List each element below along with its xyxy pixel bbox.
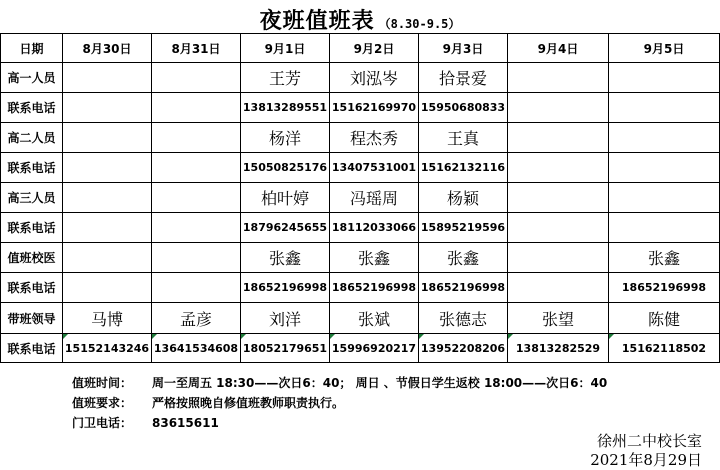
person-cell: 张鑫	[419, 243, 508, 273]
table-row	[1, 273, 720, 303]
table-row	[1, 63, 720, 93]
phone-cell: 13641534608	[152, 334, 241, 363]
row-label: 联系电话	[1, 273, 63, 303]
row-label: 联系电话	[1, 153, 63, 183]
person-cell	[63, 63, 152, 93]
phone-cell: 15162132116	[419, 153, 508, 183]
table-row	[1, 213, 720, 243]
person-cell	[508, 63, 609, 93]
phone-cell	[152, 153, 241, 183]
header-cell: 9月4日	[508, 34, 609, 63]
phone-cell: 18652196998	[241, 273, 330, 303]
person-cell: 程杰秀	[330, 123, 419, 153]
table-row	[1, 243, 720, 273]
person-cell	[508, 243, 609, 273]
duty-time-label: 值班时间：	[72, 376, 133, 390]
table-row	[1, 334, 720, 363]
phone-cell: 13952208206	[419, 334, 508, 363]
phone-cell: 15050825176	[241, 153, 330, 183]
person-cell: 冯瑶周	[330, 183, 419, 213]
person-cell: 柏叶婷	[241, 183, 330, 213]
phone-cell: 15152143246	[63, 334, 152, 363]
duty-requirement-label: 值班要求：	[72, 396, 133, 410]
table-row	[1, 93, 720, 123]
person-cell: 孟彦	[152, 303, 241, 334]
header-cell: 日期	[1, 34, 63, 63]
phone-cell: 18652196998	[330, 273, 419, 303]
phone-cell	[152, 93, 241, 123]
guard-phone-value: 83615611	[152, 416, 219, 430]
person-cell	[609, 123, 720, 153]
duty-roster-table	[0, 33, 720, 363]
phone-cell: 13813282529	[508, 334, 609, 363]
duty-requirement-note	[72, 394, 344, 411]
person-cell	[508, 183, 609, 213]
phone-cell	[508, 213, 609, 243]
header-cell: 8月30日	[63, 34, 152, 63]
phone-cell	[508, 153, 609, 183]
header-cell: 9月5日	[609, 34, 720, 63]
row-label: 高一人员	[1, 63, 63, 93]
phone-cell: 13407531001	[330, 153, 419, 183]
person-cell	[63, 243, 152, 273]
phone-cell: 15895219596	[419, 213, 508, 243]
phone-cell	[63, 153, 152, 183]
person-cell: 马博	[63, 303, 152, 334]
person-cell: 王真	[419, 123, 508, 153]
phone-cell: 18796245655	[241, 213, 330, 243]
phone-cell	[63, 93, 152, 123]
person-cell	[63, 123, 152, 153]
phone-cell: 18112033066	[330, 213, 419, 243]
date-range: （8.30-9.5）	[378, 17, 461, 31]
phone-cell: 18052179651	[241, 334, 330, 363]
table-row	[1, 183, 720, 213]
table-row	[1, 303, 720, 334]
footer-date: 2021年8月29日	[590, 451, 702, 469]
guard-phone-label: 门卫电话：	[72, 416, 133, 430]
header-cell: 9月2日	[330, 34, 419, 63]
phone-cell	[609, 213, 720, 243]
footer-office: 徐州二中校长室	[596, 432, 702, 450]
person-cell	[152, 63, 241, 93]
row-label: 带班领导	[1, 303, 63, 334]
person-cell	[609, 63, 720, 93]
header-cell: 9月3日	[419, 34, 508, 63]
person-cell: 张德志	[419, 303, 508, 334]
header-row	[1, 34, 720, 63]
phone-cell	[508, 93, 609, 123]
phone-cell	[609, 153, 720, 183]
row-label: 联系电话	[1, 334, 63, 363]
phone-cell: 13813289551	[241, 93, 330, 123]
table-row	[1, 153, 720, 183]
person-cell: 张望	[508, 303, 609, 334]
person-cell: 刘洋	[241, 303, 330, 334]
row-label: 值班校医	[1, 243, 63, 273]
phone-cell	[152, 213, 241, 243]
phone-cell: 18652196998	[609, 273, 720, 303]
person-cell	[152, 243, 241, 273]
table-row	[1, 123, 720, 153]
person-cell	[63, 183, 152, 213]
person-cell: 拾景爱	[419, 63, 508, 93]
phone-cell: 18652196998	[419, 273, 508, 303]
person-cell: 张鑫	[241, 243, 330, 273]
person-cell	[508, 123, 609, 153]
page-title	[0, 4, 720, 35]
person-cell: 王芳	[241, 63, 330, 93]
person-cell: 张斌	[330, 303, 419, 334]
phone-cell: 15162118502	[609, 334, 720, 363]
person-cell	[609, 183, 720, 213]
duty-requirement-value: 严格按照晚自修值班教师职责执行。	[152, 396, 345, 410]
person-cell: 张鑫	[609, 243, 720, 273]
person-cell: 刘泓岑	[330, 63, 419, 93]
phone-cell	[508, 273, 609, 303]
header-cell: 9月1日	[241, 34, 330, 63]
phone-cell	[63, 213, 152, 243]
phone-cell	[609, 93, 720, 123]
person-cell: 杨颖	[419, 183, 508, 213]
person-cell	[152, 183, 241, 213]
person-cell	[152, 123, 241, 153]
row-label: 联系电话	[1, 93, 63, 123]
title-text: 夜班值班表	[259, 8, 375, 34]
phone-cell	[63, 273, 152, 303]
person-cell: 杨洋	[241, 123, 330, 153]
duty-time-note	[72, 374, 607, 391]
phone-cell	[152, 273, 241, 303]
header-cell: 8月31日	[152, 34, 241, 63]
phone-cell: 15950680833	[419, 93, 508, 123]
guard-phone-note	[72, 414, 219, 431]
person-cell: 陈健	[609, 303, 720, 334]
duty-time-value: 周一至周五 18:30——次日6：40； 周日 、节假日学生返校 18:00——次日6：40	[152, 376, 608, 390]
person-cell: 张鑫	[330, 243, 419, 273]
phone-cell: 15162169970	[330, 93, 419, 123]
row-label: 联系电话	[1, 213, 63, 243]
row-label: 高二人员	[1, 123, 63, 153]
row-label: 高三人员	[1, 183, 63, 213]
phone-cell: 15996920217	[330, 334, 419, 363]
